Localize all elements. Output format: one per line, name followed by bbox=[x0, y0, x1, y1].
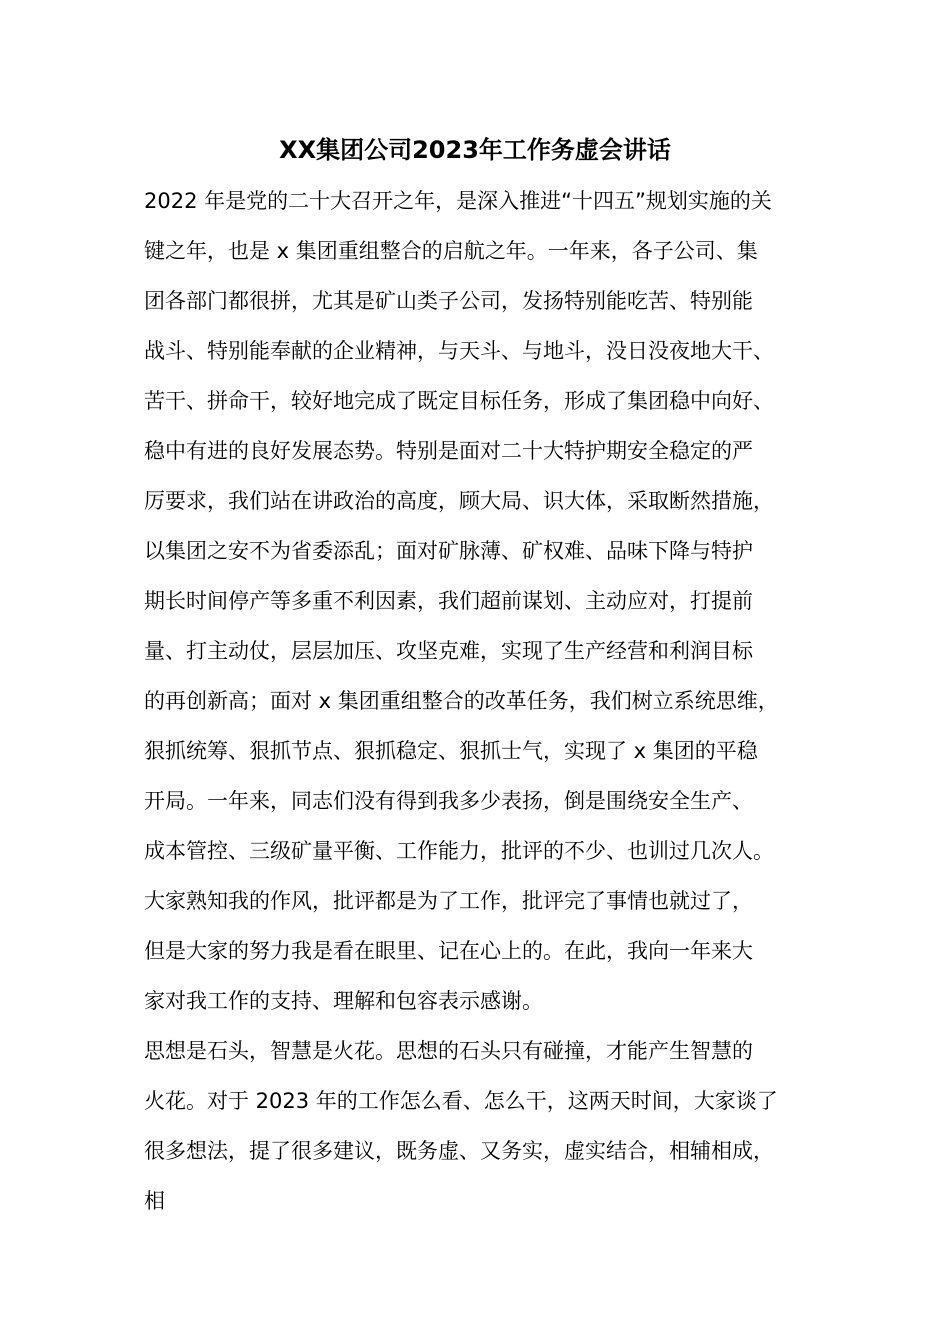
text-line-20: 很多想法，提了很多建议，既务虚、又务实，虚实结合，相辅相成， bbox=[144, 1139, 774, 1163]
text-line-4: 战斗、特别能奉献的企业精神，与天斗、与地斗，没日没夜地大干、 bbox=[144, 339, 774, 363]
text-line-5: 苦干、拼命干，较好地完成了既定目标任务，形成了集团稳中向好、 bbox=[144, 389, 774, 413]
text-line-7: 厉要求，我们站在讲政治的高度，顾大局、识大体，采取断然措施， bbox=[144, 489, 774, 513]
text-line-17: 家对我工作的支持、理解和包容表示感谢。 bbox=[144, 989, 543, 1013]
text-line-14: 成本管控、三级矿量平衡、工作能力，批评的不少、也训过几次人。 bbox=[144, 839, 774, 863]
text-line-9: 期长时间停产等多重不利因素，我们超前谋划、主动应对，打提前 bbox=[144, 589, 753, 613]
text-line-21: 相 bbox=[144, 1189, 165, 1213]
text-line-8: 以集团之安不为省委添乱；面对矿脉薄、矿权难、品味下降与特护 bbox=[144, 539, 753, 563]
text-line-16: 但是大家的努力我是看在眼里、记在心上的。在此，我向一年来大 bbox=[144, 939, 753, 963]
text-line-1: 2022 年是党的二十大召开之年，是深入推进“十四五”规划实施的关 bbox=[144, 189, 772, 213]
document-title: XX集团公司2023年工作务虚会讲话 bbox=[279, 136, 671, 164]
text-line-6: 稳中有进的良好发展态势。特别是面对二十大特护期安全稳定的严 bbox=[144, 439, 753, 463]
text-line-10: 量、打主动仗，层层加压、攻坚克难，实现了生产经营和利润目标 bbox=[144, 639, 753, 663]
text-line-18: 思想是石头，智慧是火花。思想的石头只有碰撞，才能产生智慧的 bbox=[144, 1039, 753, 1063]
text-line-19: 火花。对于 2023 年的工作怎么看、怎么干，这两天时间，大家谈了 bbox=[144, 1089, 778, 1113]
text-line-13: 开局。一年来，同志们没有得到我多少表扬，倒是围绕安全生产、 bbox=[144, 789, 753, 813]
text-line-15: 大家熟知我的作风，批评都是为了工作，批评完了事情也就过了， bbox=[144, 889, 753, 913]
document-body bbox=[144, 176, 844, 1226]
text-line-11: 的再创新高；面对 x 集团重组整合的改革任务，我们树立系统思维， bbox=[144, 689, 779, 713]
text-line-2: 键之年，也是 x 集团重组整合的启航之年。一年来，各子公司、集 bbox=[144, 239, 758, 263]
text-line-12: 狠抓统筹、狠抓节点、狠抓稳定、狠抓士气，实现了 x 集团的平稳 bbox=[144, 739, 758, 763]
text-line-3: 团各部门都很拼，尤其是矿山类子公司，发扬特别能吃苦、特别能 bbox=[144, 289, 753, 313]
